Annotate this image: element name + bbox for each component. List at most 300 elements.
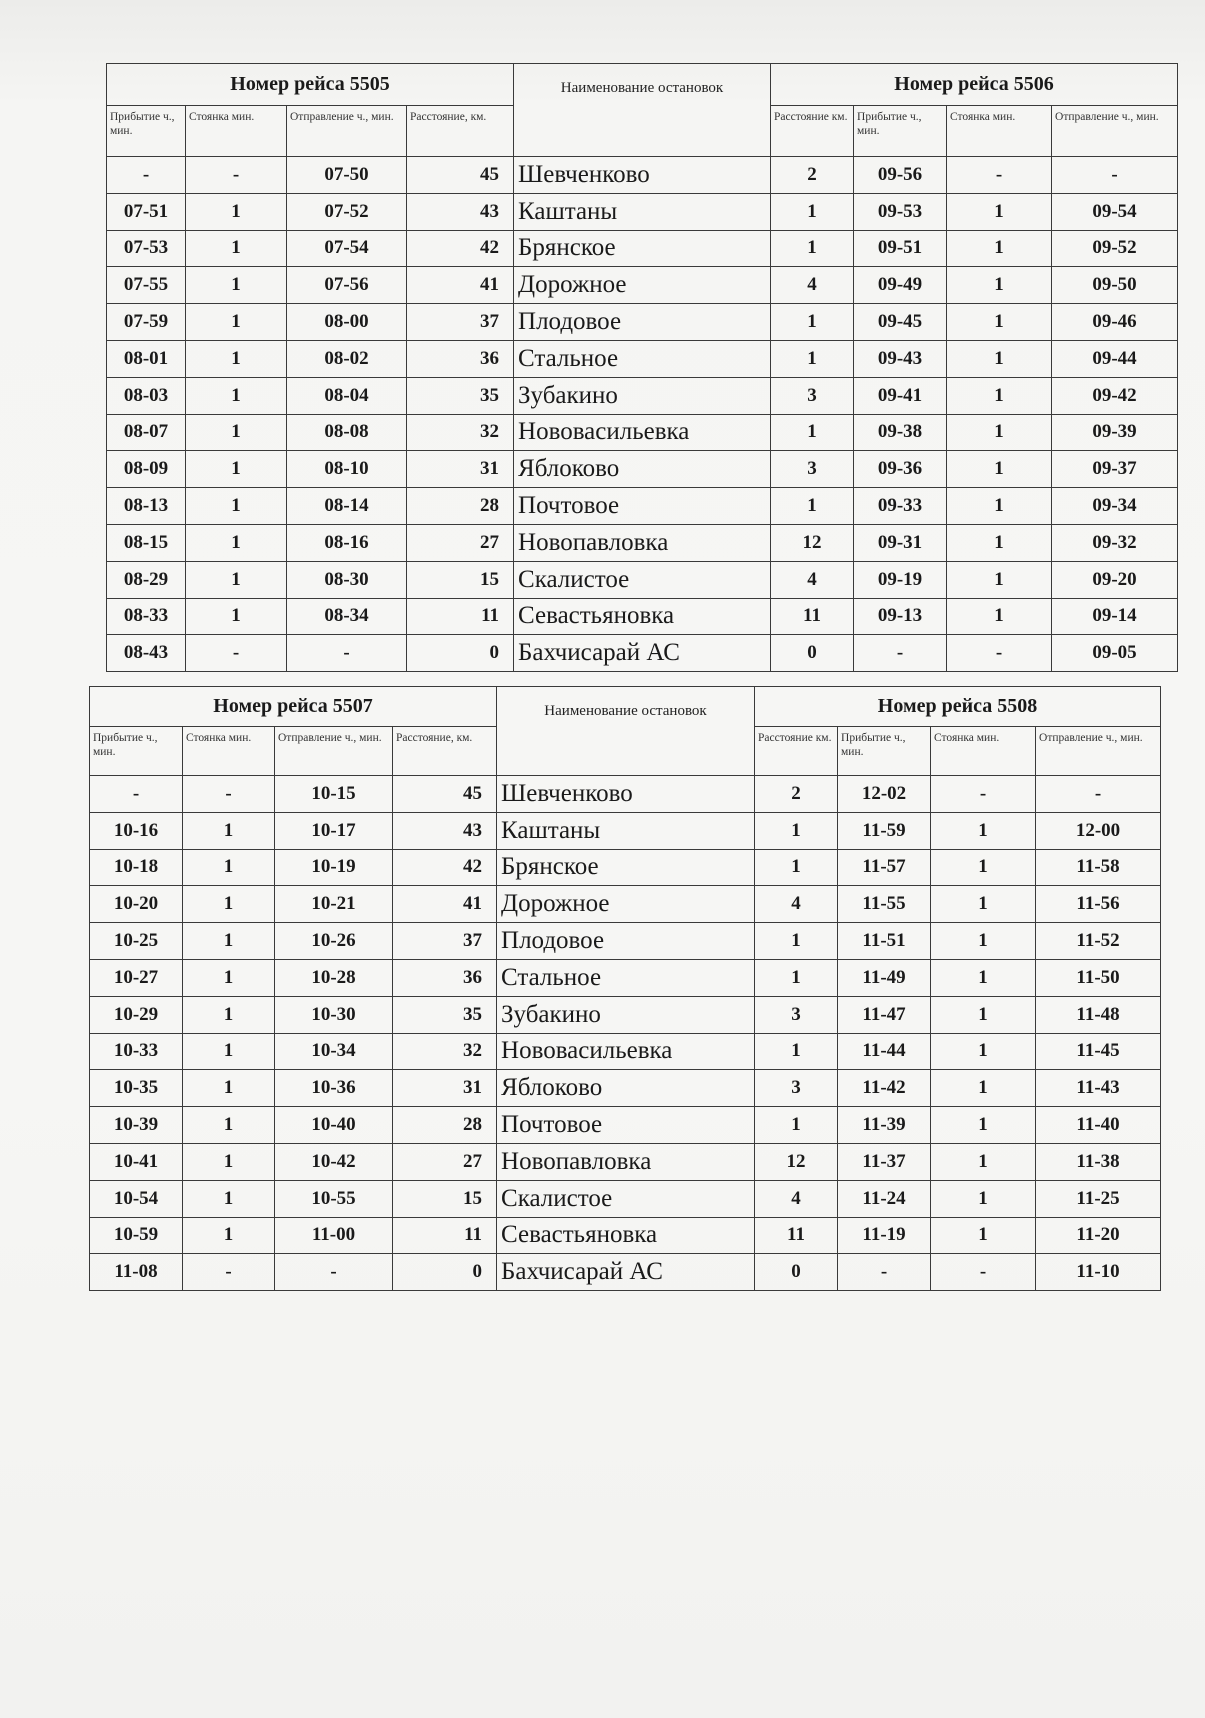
- arrival-time: 07-59: [107, 304, 186, 341]
- stop-name: Нововасильевка: [514, 414, 771, 451]
- arrival-time: 09-13: [854, 598, 947, 635]
- distance-km: 11: [755, 1217, 838, 1254]
- stay-minutes: 1: [186, 230, 287, 267]
- distance-km: 31: [407, 451, 514, 488]
- arrival-time: 10-25: [90, 923, 183, 960]
- stay-minutes: 1: [931, 849, 1036, 886]
- arrival-time: 10-16: [90, 812, 183, 849]
- arrival-time: 09-19: [854, 561, 947, 598]
- distance-km: 41: [393, 886, 497, 923]
- distance-km: 4: [755, 1180, 838, 1217]
- col-stay: Стоянка мин.: [183, 727, 275, 776]
- table-row: [107, 157, 1178, 194]
- arrival-time: 08-13: [107, 488, 186, 525]
- distance-km: 1: [771, 230, 854, 267]
- arrival-time: 09-49: [854, 267, 947, 304]
- distance-km: 3: [755, 1070, 838, 1107]
- stay-minutes: 1: [186, 340, 287, 377]
- trip-title-5506: Номер рейса 5506: [771, 64, 1178, 106]
- stay-minutes: 1: [947, 230, 1052, 267]
- stay-minutes: 1: [183, 1180, 275, 1217]
- departure-time: 08-02: [287, 340, 407, 377]
- distance-km: 4: [771, 267, 854, 304]
- distance-km: 32: [407, 414, 514, 451]
- stay-minutes: 1: [183, 886, 275, 923]
- table-row: [107, 304, 1178, 341]
- col-distance: Расстояние, км.: [393, 727, 497, 776]
- stay-minutes: 1: [947, 561, 1052, 598]
- stay-minutes: 1: [186, 304, 287, 341]
- distance-km: 35: [407, 377, 514, 414]
- distance-km: 0: [755, 1254, 838, 1291]
- departure-time: 08-10: [287, 451, 407, 488]
- arrival-time: 10-27: [90, 959, 183, 996]
- table-row: [90, 886, 1161, 923]
- departure-time: 11-40: [1036, 1107, 1161, 1144]
- distance-km: 45: [407, 157, 514, 194]
- distance-km: 2: [771, 157, 854, 194]
- arrival-time: 11-08: [90, 1254, 183, 1291]
- stay-minutes: 1: [183, 812, 275, 849]
- departure-time: -: [1052, 157, 1178, 194]
- stay-minutes: 1: [931, 1180, 1036, 1217]
- arrival-time: 10-54: [90, 1180, 183, 1217]
- distance-km: 27: [407, 524, 514, 561]
- distance-km: 0: [393, 1254, 497, 1291]
- table-row: [107, 230, 1178, 267]
- distance-km: 1: [771, 340, 854, 377]
- departure-time: 07-54: [287, 230, 407, 267]
- distance-km: 36: [407, 340, 514, 377]
- distance-km: 11: [393, 1217, 497, 1254]
- stay-minutes: 1: [186, 488, 287, 525]
- departure-time: 09-39: [1052, 414, 1178, 451]
- stay-minutes: 1: [947, 451, 1052, 488]
- table-row: [107, 598, 1178, 635]
- arrival-time: 10-33: [90, 1033, 183, 1070]
- stay-minutes: 1: [931, 923, 1036, 960]
- arrival-time: 11-39: [838, 1107, 931, 1144]
- departure-time: 08-04: [287, 377, 407, 414]
- distance-km: 37: [393, 923, 497, 960]
- stay-minutes: 1: [947, 193, 1052, 230]
- trip-title-5507: Номер рейса 5507: [90, 687, 497, 727]
- distance-km: 4: [755, 886, 838, 923]
- table-row: [90, 1180, 1161, 1217]
- departure-time: 11-10: [1036, 1254, 1161, 1291]
- departure-time: 10-34: [275, 1033, 393, 1070]
- arrival-time: 10-35: [90, 1070, 183, 1107]
- distance-km: 28: [407, 488, 514, 525]
- arrival-time: 11-47: [838, 996, 931, 1033]
- distance-km: 11: [407, 598, 514, 635]
- table-row: [90, 996, 1161, 1033]
- table-row: [107, 377, 1178, 414]
- arrival-time: 11-24: [838, 1180, 931, 1217]
- stay-minutes: 1: [931, 996, 1036, 1033]
- table-row: [90, 1033, 1161, 1070]
- stay-minutes: 1: [183, 923, 275, 960]
- distance-km: 1: [755, 849, 838, 886]
- stay-minutes: 1: [947, 524, 1052, 561]
- stay-minutes: 1: [183, 1143, 275, 1180]
- table-row: [107, 488, 1178, 525]
- stay-minutes: 1: [931, 1107, 1036, 1144]
- arrival-time: 08-33: [107, 598, 186, 635]
- table-row: [90, 1217, 1161, 1254]
- arrival-time: -: [107, 157, 186, 194]
- table-row: [107, 451, 1178, 488]
- col-arrival: Прибытие ч., мин.: [854, 106, 947, 157]
- departure-time: 09-32: [1052, 524, 1178, 561]
- col-stay: Стоянка мин.: [931, 727, 1036, 776]
- stop-name: Новопавловка: [497, 1143, 755, 1180]
- distance-km: 28: [393, 1107, 497, 1144]
- departure-time: 08-14: [287, 488, 407, 525]
- distance-km: 36: [393, 959, 497, 996]
- stay-minutes: 1: [947, 488, 1052, 525]
- departure-time: 11-38: [1036, 1143, 1161, 1180]
- departure-time: 09-44: [1052, 340, 1178, 377]
- stop-name: Плодовое: [514, 304, 771, 341]
- trip-title-5505: Номер рейса 5505: [107, 64, 514, 106]
- table-row: [90, 959, 1161, 996]
- table-row: [90, 1107, 1161, 1144]
- departure-time: 08-00: [287, 304, 407, 341]
- distance-km: 1: [771, 488, 854, 525]
- departure-time: 10-19: [275, 849, 393, 886]
- table-row: [90, 1143, 1161, 1180]
- departure-time: -: [275, 1254, 393, 1291]
- stay-minutes: 1: [931, 959, 1036, 996]
- stop-name: Почтовое: [514, 488, 771, 525]
- departure-time: 09-54: [1052, 193, 1178, 230]
- stop-name: Яблоково: [514, 451, 771, 488]
- stay-minutes: 1: [947, 414, 1052, 451]
- stop-name: Новопавловка: [514, 524, 771, 561]
- arrival-time: -: [838, 1254, 931, 1291]
- arrival-time: 10-20: [90, 886, 183, 923]
- arrival-time: 09-41: [854, 377, 947, 414]
- stop-name: Шевченково: [514, 157, 771, 194]
- stay-minutes: 1: [183, 1107, 275, 1144]
- arrival-time: 09-33: [854, 488, 947, 525]
- stay-minutes: 1: [931, 886, 1036, 923]
- stay-minutes: 1: [183, 996, 275, 1033]
- departure-time: 10-15: [275, 776, 393, 813]
- departure-time: 09-50: [1052, 267, 1178, 304]
- arrival-time: 08-43: [107, 635, 186, 672]
- stop-name: Дорожное: [497, 886, 755, 923]
- departure-time: 11-45: [1036, 1033, 1161, 1070]
- distance-km: 41: [407, 267, 514, 304]
- departure-time: 09-14: [1052, 598, 1178, 635]
- stay-minutes: 1: [947, 598, 1052, 635]
- stop-name: Севастьяновка: [497, 1217, 755, 1254]
- departure-time: 12-00: [1036, 812, 1161, 849]
- stay-minutes: 1: [183, 1070, 275, 1107]
- col-arrival: Прибытие ч., мин.: [838, 727, 931, 776]
- arrival-time: 10-39: [90, 1107, 183, 1144]
- stay-minutes: 1: [947, 377, 1052, 414]
- trip-title-5508: Номер рейса 5508: [755, 687, 1161, 727]
- arrival-time: 08-03: [107, 377, 186, 414]
- arrival-time: 10-29: [90, 996, 183, 1033]
- stay-minutes: 1: [186, 414, 287, 451]
- departure-time: 11-48: [1036, 996, 1161, 1033]
- arrival-time: 11-42: [838, 1070, 931, 1107]
- table-row: [90, 1070, 1161, 1107]
- arrival-time: 09-45: [854, 304, 947, 341]
- table-row: [90, 812, 1161, 849]
- stay-minutes: 1: [186, 267, 287, 304]
- arrival-time: 09-53: [854, 193, 947, 230]
- distance-km: 3: [771, 451, 854, 488]
- distance-km: 1: [755, 1107, 838, 1144]
- stay-minutes: 1: [186, 561, 287, 598]
- stay-minutes: 1: [186, 377, 287, 414]
- stay-minutes: -: [183, 1254, 275, 1291]
- arrival-time: 11-55: [838, 886, 931, 923]
- table-row: [107, 340, 1178, 377]
- departure-time: 10-28: [275, 959, 393, 996]
- stay-minutes: 1: [183, 959, 275, 996]
- arrival-time: 08-01: [107, 340, 186, 377]
- stay-minutes: 1: [931, 1033, 1036, 1070]
- col-distance: Расстояние, км.: [407, 106, 514, 157]
- col-departure: Отправление ч., мин.: [1036, 727, 1161, 776]
- arrival-time: 09-56: [854, 157, 947, 194]
- stop-names-header: Наименование остановок: [514, 64, 771, 157]
- distance-km: 1: [755, 959, 838, 996]
- distance-km: 1: [771, 193, 854, 230]
- distance-km: 1: [755, 812, 838, 849]
- table-row: [90, 776, 1161, 813]
- departure-time: 09-05: [1052, 635, 1178, 672]
- arrival-time: 10-18: [90, 849, 183, 886]
- stay-minutes: 1: [947, 267, 1052, 304]
- stay-minutes: -: [183, 776, 275, 813]
- distance-km: 32: [393, 1033, 497, 1070]
- col-distance: Расстояние км.: [771, 106, 854, 157]
- arrival-time: 09-36: [854, 451, 947, 488]
- arrival-time: 11-59: [838, 812, 931, 849]
- stay-minutes: 1: [186, 451, 287, 488]
- distance-km: 12: [771, 524, 854, 561]
- departure-time: -: [287, 635, 407, 672]
- departure-time: 08-34: [287, 598, 407, 635]
- stay-minutes: -: [931, 776, 1036, 813]
- distance-km: 1: [755, 923, 838, 960]
- distance-km: 15: [407, 561, 514, 598]
- distance-km: 42: [393, 849, 497, 886]
- distance-km: 3: [755, 996, 838, 1033]
- arrival-time: 07-55: [107, 267, 186, 304]
- stop-name: Каштаны: [514, 193, 771, 230]
- departure-time: 10-42: [275, 1143, 393, 1180]
- arrival-time: 07-51: [107, 193, 186, 230]
- stay-minutes: 1: [931, 1070, 1036, 1107]
- col-distance: Расстояние км.: [755, 727, 838, 776]
- departure-time: 08-16: [287, 524, 407, 561]
- departure-time: 10-36: [275, 1070, 393, 1107]
- departure-time: 08-30: [287, 561, 407, 598]
- departure-time: 10-30: [275, 996, 393, 1033]
- col-stay: Стоянка мин.: [186, 106, 287, 157]
- distance-km: 45: [393, 776, 497, 813]
- stop-name: Плодовое: [497, 923, 755, 960]
- stay-minutes: 1: [931, 1143, 1036, 1180]
- departure-time: 09-20: [1052, 561, 1178, 598]
- col-arrival: Прибытие ч., мин.: [90, 727, 183, 776]
- stop-names-header: Наименование остановок: [497, 687, 755, 776]
- departure-time: 11-56: [1036, 886, 1161, 923]
- departure-time: 07-56: [287, 267, 407, 304]
- departure-time: 07-52: [287, 193, 407, 230]
- departure-time: 11-25: [1036, 1180, 1161, 1217]
- stop-name: Брянское: [497, 849, 755, 886]
- schedule-table-5505-5506: [106, 63, 1178, 672]
- stay-minutes: -: [186, 635, 287, 672]
- arrival-time: -: [854, 635, 947, 672]
- stop-name: Яблоково: [497, 1070, 755, 1107]
- departure-time: 10-55: [275, 1180, 393, 1217]
- stop-name: Стальное: [497, 959, 755, 996]
- departure-time: 11-50: [1036, 959, 1161, 996]
- stay-minutes: 1: [186, 524, 287, 561]
- stop-name: Скалистое: [497, 1180, 755, 1217]
- table-row: [107, 414, 1178, 451]
- table-row: [107, 193, 1178, 230]
- arrival-time: 08-29: [107, 561, 186, 598]
- table-row: [90, 849, 1161, 886]
- distance-km: 11: [771, 598, 854, 635]
- distance-km: 1: [771, 304, 854, 341]
- stop-name: Нововасильевка: [497, 1033, 755, 1070]
- stop-name: Дорожное: [514, 267, 771, 304]
- arrival-time: 08-09: [107, 451, 186, 488]
- stop-name: Стальное: [514, 340, 771, 377]
- stop-name: Бахчисарай АС: [514, 635, 771, 672]
- departure-time: 10-17: [275, 812, 393, 849]
- arrival-time: 12-02: [838, 776, 931, 813]
- stay-minutes: 1: [947, 340, 1052, 377]
- arrival-time: 11-51: [838, 923, 931, 960]
- departure-time: -: [1036, 776, 1161, 813]
- departure-time: 09-52: [1052, 230, 1178, 267]
- stop-name: Зубакино: [497, 996, 755, 1033]
- distance-km: 35: [393, 996, 497, 1033]
- arrival-time: 09-43: [854, 340, 947, 377]
- distance-km: 0: [407, 635, 514, 672]
- stay-minutes: -: [947, 635, 1052, 672]
- stay-minutes: -: [931, 1254, 1036, 1291]
- arrival-time: 09-31: [854, 524, 947, 561]
- departure-time: 07-50: [287, 157, 407, 194]
- stop-name: Скалистое: [514, 561, 771, 598]
- stop-name: Зубакино: [514, 377, 771, 414]
- stay-minutes: -: [947, 157, 1052, 194]
- stay-minutes: -: [186, 157, 287, 194]
- distance-km: 0: [771, 635, 854, 672]
- stop-name: Шевченково: [497, 776, 755, 813]
- arrival-time: 10-59: [90, 1217, 183, 1254]
- arrival-time: -: [90, 776, 183, 813]
- table-row: [107, 561, 1178, 598]
- stop-name: Каштаны: [497, 812, 755, 849]
- table-row: [90, 923, 1161, 960]
- col-departure: Отправление ч., мин.: [275, 727, 393, 776]
- distance-km: 42: [407, 230, 514, 267]
- departure-time: 11-58: [1036, 849, 1161, 886]
- distance-km: 3: [771, 377, 854, 414]
- departure-time: 09-42: [1052, 377, 1178, 414]
- distance-km: 15: [393, 1180, 497, 1217]
- stay-minutes: 1: [931, 812, 1036, 849]
- col-stay: Стоянка мин.: [947, 106, 1052, 157]
- distance-km: 37: [407, 304, 514, 341]
- departure-time: 11-00: [275, 1217, 393, 1254]
- stay-minutes: 1: [186, 193, 287, 230]
- col-departure: Отправление ч., мин.: [287, 106, 407, 157]
- arrival-time: 09-38: [854, 414, 947, 451]
- stay-minutes: 1: [947, 304, 1052, 341]
- distance-km: 27: [393, 1143, 497, 1180]
- distance-km: 1: [755, 1033, 838, 1070]
- stop-name: Почтовое: [497, 1107, 755, 1144]
- schedule-table-5507-5508: [89, 686, 1161, 1291]
- departure-time: 11-20: [1036, 1217, 1161, 1254]
- stay-minutes: 1: [183, 849, 275, 886]
- departure-time: 09-37: [1052, 451, 1178, 488]
- departure-time: 10-40: [275, 1107, 393, 1144]
- departure-time: 11-43: [1036, 1070, 1161, 1107]
- table-row: [107, 267, 1178, 304]
- table-row: [107, 635, 1178, 672]
- departure-time: 09-34: [1052, 488, 1178, 525]
- stay-minutes: 1: [931, 1217, 1036, 1254]
- distance-km: 31: [393, 1070, 497, 1107]
- arrival-time: 11-57: [838, 849, 931, 886]
- stop-name: Брянское: [514, 230, 771, 267]
- table-row: [107, 524, 1178, 561]
- stop-name: Севастьяновка: [514, 598, 771, 635]
- departure-time: 09-46: [1052, 304, 1178, 341]
- distance-km: 43: [393, 812, 497, 849]
- col-departure: Отправление ч., мин.: [1052, 106, 1178, 157]
- stay-minutes: 1: [183, 1217, 275, 1254]
- distance-km: 2: [755, 776, 838, 813]
- arrival-time: 10-41: [90, 1143, 183, 1180]
- arrival-time: 08-15: [107, 524, 186, 561]
- table-row: [90, 1254, 1161, 1291]
- distance-km: 4: [771, 561, 854, 598]
- arrival-time: 09-51: [854, 230, 947, 267]
- arrival-time: 08-07: [107, 414, 186, 451]
- arrival-time: 11-49: [838, 959, 931, 996]
- departure-time: 08-08: [287, 414, 407, 451]
- departure-time: 10-26: [275, 923, 393, 960]
- departure-time: 11-52: [1036, 923, 1161, 960]
- arrival-time: 11-19: [838, 1217, 931, 1254]
- distance-km: 43: [407, 193, 514, 230]
- arrival-time: 11-37: [838, 1143, 931, 1180]
- stay-minutes: 1: [183, 1033, 275, 1070]
- col-arrival: Прибытие ч., мин.: [107, 106, 186, 157]
- departure-time: 10-21: [275, 886, 393, 923]
- arrival-time: 07-53: [107, 230, 186, 267]
- distance-km: 12: [755, 1143, 838, 1180]
